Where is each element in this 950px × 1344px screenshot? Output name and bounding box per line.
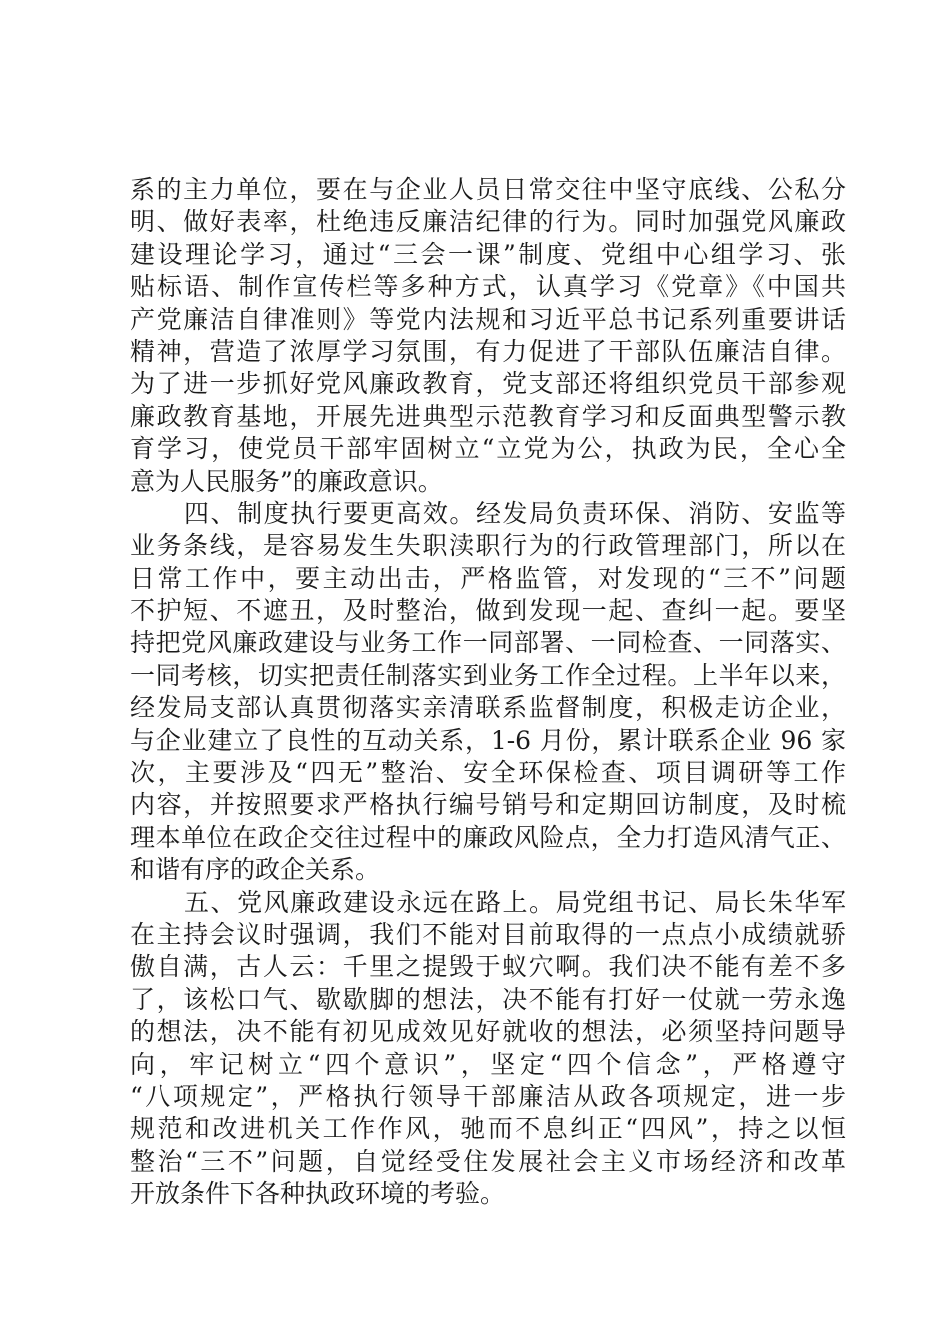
text-line: 傲自满，古人云：千里之提毁于蚁穴啊。我们决不能有差不多 [130, 952, 846, 982]
text-line: 一同考核，切实把责任制落实到业务工作全过程。上半年以来， [130, 660, 846, 690]
text-line: 业务条线，是容易发生失职渎职行为的行政管理部门，所以在 [130, 531, 846, 561]
text-line: 在主持会议时强调，我们不能对目前取得的一点点小成绩就骄 [130, 919, 846, 949]
text-line: 的想法，决不能有初见成效见好就收的想法，必须坚持问题导 [130, 1017, 846, 1047]
text-line: 明、做好表率，杜绝违反廉洁纪律的行为。同时加强党风廉政 [130, 207, 846, 237]
text-line: 贴标语、制作宣传栏等多种方式，认真学习《党章》《中国共 [130, 272, 846, 302]
text-line: 系的主力单位，要在与企业人员日常交往中坚守底线、公私分 [130, 175, 846, 204]
text-line: 向，牢记树立“四个意识”，坚定“四个信念”，严格遵守 [130, 1049, 846, 1079]
paragraph-first-line: 五、党风廉政建设永远在路上。局党组书记、局长朱华军 [184, 887, 846, 917]
text-line: 内容，并按照要求严格执行编号销号和定期回访制度，及时梳 [130, 790, 846, 820]
text-line: 整治“三不”问题，自觉经受住发展社会主义市场经济和改革 [130, 1146, 846, 1176]
text-line: 次，主要涉及“四无”整治、安全环保检查、项目调研等工作 [130, 758, 846, 788]
text-line: “八项规定”，严格执行领导干部廉洁从政各项规定，进一步 [130, 1081, 846, 1111]
text-line: 开放条件下各种执政环境的考验。 [130, 1179, 506, 1209]
text-line: 规范和改进机关工作作风，驰而不息纠正“四风”，持之以恒 [130, 1114, 846, 1144]
text-line: 建设理论学习，通过“三会一课”制度、党组中心组学习、张 [130, 239, 846, 269]
text-line: 不护短、不遮丑，及时整治，做到发现一起、查纠一起。要坚 [130, 596, 846, 626]
text-line: 为了进一步抓好党风廉政教育，党支部还将组织党员干部参观 [130, 369, 846, 399]
text-line: 意为人民服务”的廉政意识。 [130, 466, 443, 496]
text-line: 持把党风廉政建设与业务工作一同部署、一同检查、一同落实、 [130, 628, 846, 658]
text-line: 日常工作中，要主动出击，严格监管，对发现的“三不”问题 [130, 563, 846, 593]
text-line: 理本单位在政企交往过程中的廉政风险点，全力打造风清气正、 [130, 822, 846, 852]
text-line: 与企业建立了良性的互动关系，1-6 月份，累计联系企业 96 家 [130, 725, 846, 755]
text-line: 廉政教育基地，开展先进典型示范教育学习和反面典型警示教 [130, 401, 846, 431]
text-line: 和谐有序的政企关系。 [130, 855, 381, 885]
document-body [130, 174, 846, 1211]
paragraph-first-line: 四、制度执行要更高效。经发局负责环保、消防、安监等 [184, 498, 846, 528]
text-line: 精神，营造了浓厚学习氛围，有力促进了干部队伍廉洁自律。 [130, 336, 846, 366]
text-line: 育学习，使党员干部牢固树立“立党为公，执政为民，全心全 [130, 434, 846, 464]
text-line: 产党廉洁自律准则》等党内法规和习近平总书记系列重要讲话 [130, 304, 846, 334]
text-line: 了，该松口气、歇歇脚的想法，决不能有打好一仗就一劳永逸 [130, 984, 846, 1014]
text-line: 经发局支部认真贯彻落实亲清联系监督制度，积极走访企业， [130, 693, 846, 723]
